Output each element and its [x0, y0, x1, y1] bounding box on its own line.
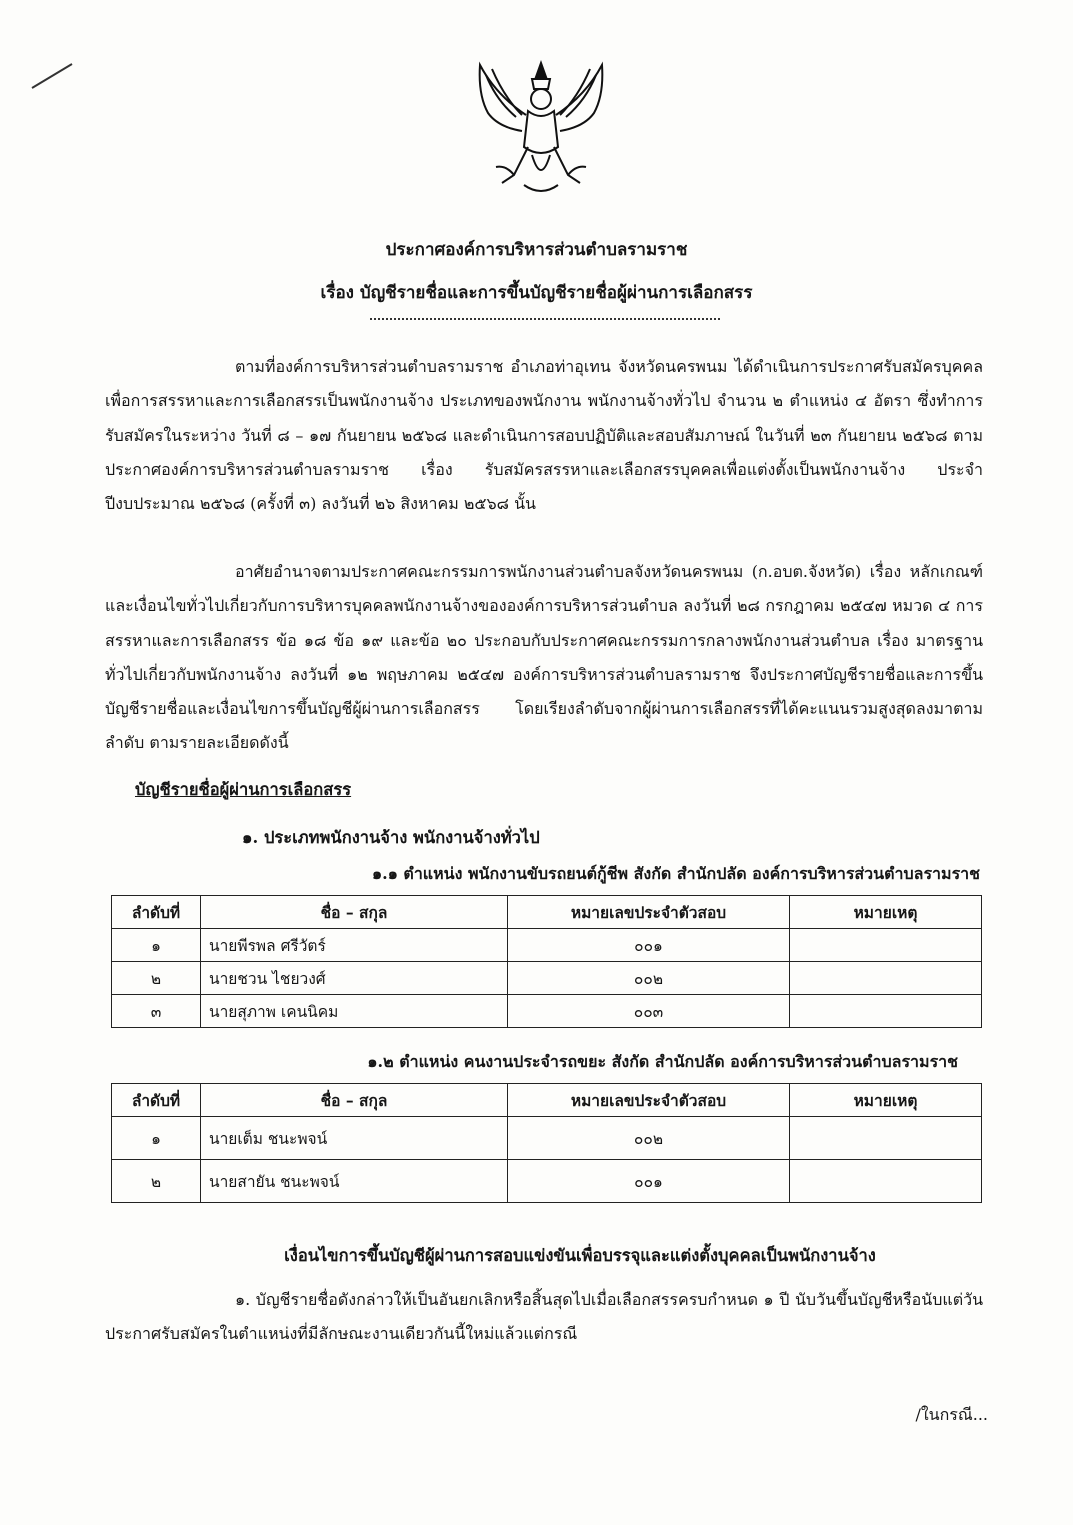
header-note: หมายเหตุ [790, 1084, 982, 1117]
pen-stroke-mark [28, 60, 78, 92]
dotted-divider [370, 318, 720, 320]
table-header-row [112, 896, 982, 929]
announcement-subject: เรื่อง บัญชีรายชื่อและการขึ้นบัญชีรายชื่อผู้ผ่านการเลือกสรร [320, 283, 753, 303]
table-row [112, 929, 982, 962]
paragraph-background: ตามที่องค์การบริหารส่วนตำบลรามราช อำเภอท่าอุเทน จังหวัดนครพนม ได้ดำเนินการประกาศรับสมัครบุคคลเพื่อการสรรหาและการเลือกสรรเป็นพนักงานจ้าง ประเภทของพนักงาน พนักงานจ้างทั่วไป จำนวน ๒ ตำแหน่ง ๔ อัตรา ซึ่งทำการรับสมัครในระหว่าง วันที่ ๘ – ๑๗ กันยายน ๒๕๖๘ และดำเนินการสอบปฏิบัติและสอบสัมภาษณ์ ในวันที่ ๒๓ กันยายน ๒๕๖๘ ตามประกาศองค์การบริหารส่วนตำบลรามราช เรื่อง รับสมัครสรรหาและเลือกสรรบุคคลเพื่อแต่งตั้งเป็นพนักงานจ้าง ประจำปีงบประมาณ ๒๕๖๘ (ครั้งที่ ๓) ลงวันที่ ๒๖ สิงหาคม ๒๕๖๘ นั้น [105, 357, 983, 514]
table-row [112, 995, 982, 1028]
row-name: นายสุภาพ เคนนิคม [201, 995, 508, 1028]
header-no: ลำดับที่ [112, 896, 201, 929]
table-header-row [112, 1084, 982, 1117]
row-exam-id: ๐๐๑ [508, 1160, 790, 1203]
header-note: หมายเหตุ [790, 896, 982, 929]
row-no: ๑ [112, 1117, 201, 1160]
employee-category: ๑. ประเภทพนักงานจ้าง พนักงานจ้างทั่วไป [242, 828, 540, 847]
row-note [790, 995, 982, 1028]
row-name: นายพีรพล ศรีวัตร์ [201, 929, 508, 962]
header-exam-id: หมายเลขประจำตัวสอบ [508, 896, 790, 929]
row-note [790, 962, 982, 995]
position-1-title: ๑.๑ ตำแหน่ง พนักงานขับรถยนต์กู้ชีพ สังกัด สำนักปลัด องค์การบริหารส่วนตำบลรามราช [371, 864, 980, 883]
row-exam-id: ๐๐๒ [508, 962, 790, 995]
row-name: นายเต็ม ชนะพจน์ [201, 1117, 508, 1160]
row-name: นายชวน ไชยวงศ์ [201, 962, 508, 995]
conditions-heading: เงื่อนไขการขึ้นบัญชีผู้ผ่านการสอบแข่งขันเพื่อบรรจุและแต่งตั้งบุคคลเป็นพนักงานจ้าง [284, 1246, 876, 1265]
row-no: ๒ [112, 962, 201, 995]
row-exam-id: ๐๐๓ [508, 995, 790, 1028]
list-heading: บัญชีรายชื่อผู้ผ่านการเลือกสรร [135, 780, 352, 799]
header-no: ลำดับที่ [112, 1084, 201, 1117]
position-1-table [111, 895, 982, 1028]
row-note [790, 1160, 982, 1203]
row-no: ๓ [112, 995, 201, 1028]
paragraph-authority: อาศัยอำนาจตามประกาศคณะกรรมการพนักงานส่วนตำบลจังหวัดนครพนม (ก.อบต.จังหวัด) เรื่อง หลักเกณฑ์และเงื่อนไขทั่วไปเกี่ยวกับการบริหารบุคคลพนักงานจ้างขององค์การบริหารส่วนตำบล ลงวันที่ ๒๘ กรกฎาคม ๒๕๔๗ หมวด ๔ การสรรหาและการเลือกสรร ข้อ ๑๘ ข้อ ๑๙ และข้อ ๒๐ ประกอบกับประกาศคณะกรรมการกลางพนักงานส่วนตำบล เรื่อง มาตรฐานทั่วไปเกี่ยวกับพนักงานจ้าง ลงวันที่ ๑๒ พฤษภาคม ๒๕๔๗ องค์การบริหารส่วนตำบลรามราช จึงประกาศบัญชีรายชื่อและการขึ้นบัญชีรายชื่อและเงื่อนไขการขึ้นบัญชีผู้ผ่านการเลือกสรร โดยเรียงลำดับจากผู้ผ่านการเลือกสรรที่ได้คะแนนรวมสูงสุดลงมาตามลำดับ ตามรายละเอียดดังนี้ [105, 562, 984, 753]
row-no: ๒ [112, 1160, 201, 1203]
row-exam-id: ๐๐๑ [508, 929, 790, 962]
table-row [112, 1117, 982, 1160]
header-exam-id: หมายเลขประจำตัวสอบ [508, 1084, 790, 1117]
row-note [790, 929, 982, 962]
row-exam-id: ๐๐๒ [508, 1117, 790, 1160]
header-name: ชื่อ – สกุล [201, 1084, 508, 1117]
header-name: ชื่อ – สกุล [201, 896, 508, 929]
row-note [790, 1117, 982, 1160]
announcement-title: ประกาศองค์การบริหารส่วนตำบลรามราช [385, 240, 688, 260]
row-no: ๑ [112, 929, 201, 962]
table-row [112, 1160, 982, 1203]
row-name: นายสายัน ชนะพจน์ [201, 1160, 508, 1203]
position-2-table [111, 1083, 982, 1203]
table-row [112, 962, 982, 995]
garuda-emblem-icon [466, 55, 616, 205]
continued-marker: /ในกรณี... [915, 1405, 988, 1424]
position-2-title: ๑.๒ ตำแหน่ง คนงานประจำรถขยะ สังกัด สำนักปลัด องค์การบริหารส่วนตำบลรามราช [367, 1052, 958, 1071]
condition-item-1: ๑. บัญชีรายชื่อดังกล่าวให้เป็นอันยกเลิกหรือสิ้นสุดไปเมื่อเลือกสรรครบกำหนด ๑ ปี นับวันขึ้นบัญชีหรือนับแต่วันประกาศรับสมัครในตำแหน่งที่มีลักษณะงานเดียวกันนี้ใหม่แล้วแต่กรณี [105, 1290, 983, 1344]
